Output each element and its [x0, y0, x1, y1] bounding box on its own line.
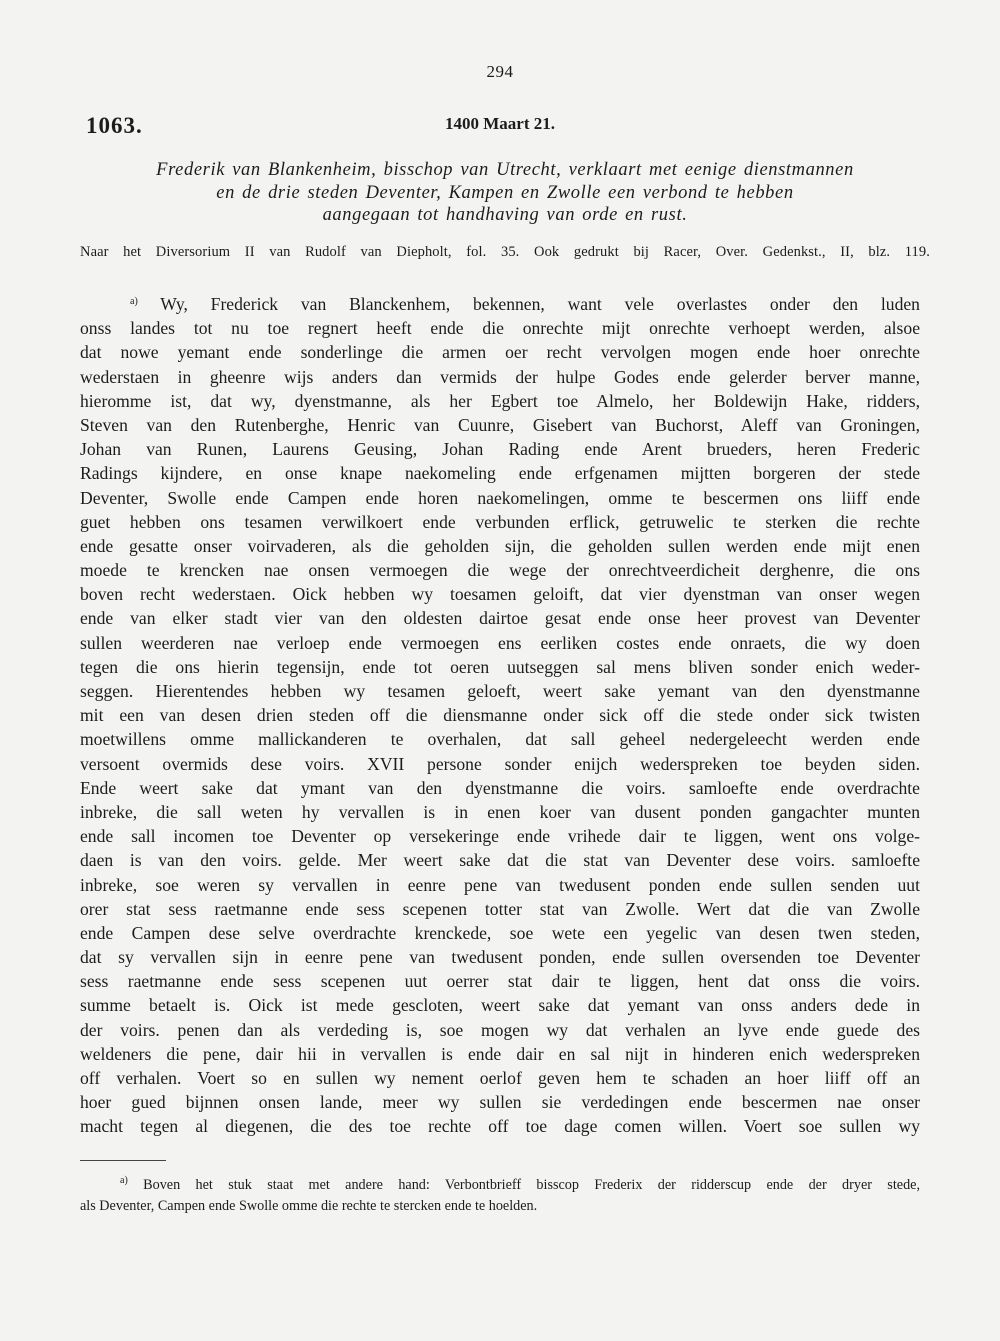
footnote-marker: a): [130, 296, 138, 307]
text-line: dat nowe yemant ende sonderlinge die armen oer recht vervolgen mogen ende hoer onrechte: [80, 342, 920, 363]
text-line: wederstaen in gheenre wijs anders dan vermids der hulpe Godes ende gelerder berver manne,: [80, 366, 920, 387]
text-line: Johan van Runen, Laurens Geusing, Johan Rading ende Arent brueders, heren Frederic: [80, 439, 920, 460]
text-line: weldeners die pene, dair hii in vervallen is ende dair en sal nijt in hinderen enich wederspreken: [80, 1043, 920, 1064]
text-line: inbreke, die sall weten hy vervallen is in enen koer van dusent ponden gangachter munten: [80, 801, 920, 822]
text-line: Radings kijndere, en onse knape naekomeling ende erfgenamen mijtten borgeren der stede: [80, 463, 920, 484]
text-line: ende gesatte onser voirvaderen, als die geholden sijn, die geholden sullen werden ende mijt enen: [80, 535, 920, 556]
text-line: Ende weert sake dat ymant van den dyenstmanne die voirs. samloefte ende overdrachte: [80, 777, 920, 798]
text-line: inbreke, soe weren sy vervallen in eenre pene van twedusent ponden ende sullen senden uut: [80, 874, 920, 895]
text-line: Deventer, Swolle ende Campen ende horen naekomelingen, omme te bescermen ons liiff ende: [80, 487, 920, 508]
text-line: sess raetmanne ende sess scepenen uut oerrer stat dair te liggen, hent dat onss die voirs.: [80, 971, 920, 992]
text-line: boven recht wederstaen. Oick hebben wy toesamen geloift, dat vier dyenstman van onser wegen: [80, 584, 920, 605]
text-line: [80, 292, 920, 316]
footnote-divider: [80, 1160, 166, 1161]
text-line: daen is van den voirs. gelde. Mer weert sake dat die stat van Deventer dese voirs. samloefte: [80, 850, 920, 871]
charter-number: 1063.: [86, 113, 143, 138]
summary-line: Frederik van Blankenheim, bisschop van Utrecht, verklaart met eenige dienstmannen: [156, 160, 854, 180]
text-line: dat sy vervallen sijn in eenre pene van twedusent ponden, ende sullen oversenden toe Deventer: [80, 947, 920, 968]
text-line: tegen die ons hierin tegensijn, ende tot oeren uutseggen sal mens bliven sonder enich weder-: [80, 656, 920, 677]
text-line: moede te krencken nae onsen vermoegen die wege der onrechtveerdicheit derghenre, die ons: [80, 560, 920, 581]
text-line: hoer gued bijnnen onsen lande, meer wy sullen sie verdedingen ende bescermen nae onser: [80, 1092, 920, 1113]
charter-summary: [90, 159, 920, 227]
text-line: summe betaelt is. Oick ist mede gescloten, weert sake dat yemant van onss anders dede in: [80, 995, 920, 1016]
footnote: [80, 1175, 920, 1217]
summary-line: aangegaan tot handhaving van orde en rust.: [322, 205, 688, 225]
charter-date: 1400 Maart 21.: [444, 114, 555, 133]
source-note: Naar het Diversorium II van Rudolf van Diepholt, fol. 35. Ook gedrukt bij Racer, Over. Gedenkst., II, blz. 119.: [80, 244, 930, 260]
text-line: onss landes tot nu toe regnert heeft ende die onrechte mijt onrechte verhoept werden, alsoe: [80, 318, 920, 339]
charter-text: [80, 292, 920, 1139]
text-line: versoent overmids dese voirs. XVII persone sonder enijch wederspreken toe beyden siden.: [80, 753, 920, 774]
text-line: orer stat sess raetmanne ende sess scepenen totter stat van Zwolle. Wert dat die van Zwolle: [80, 898, 920, 919]
footnote-line: als Deventer, Campen ende Swolle omme die rechte te stercken ende te hoelden.: [80, 1198, 538, 1214]
text-line: ende Campen dese selve overdrachte krenckede, soe wete een yegelic van desen twen steden,: [80, 922, 920, 943]
text-line: off verhalen. Voert so en sullen wy nement oerlof geven hem te schaden an hoer liiff off an: [80, 1068, 920, 1088]
text-line: ende van elker stadt vier van den oldesten dairtoe gesat ende onse heer provest van Deventer: [80, 608, 920, 629]
text-line: macht tegen al diegenen, die des toe rechte off toe dage comen willen. Voert soe sullen wy: [80, 1116, 920, 1137]
text-line: moetwillens omme mallickanderen te overhalen, dat sall geheel nedergeleecht werden ende: [80, 729, 920, 750]
text-line: der voirs. penen dan als verdeding is, soe mogen wy dat verhalen an lyve ende guede des: [80, 1019, 920, 1040]
page-number: 294: [486, 62, 514, 81]
text-line: hieromme ist, dat wy, dyenstmanne, als her Egbert toe Almelo, her Boldewijn Hake, ridders,: [80, 390, 920, 411]
footnote-text: Boven het stuk staat met andere hand: Verbontbrieff bisscop Frederix der ridderscup ende der dryer stede,: [143, 1177, 921, 1193]
summary-line: en de drie steden Deventer, Kampen en Zwolle een verbond te hebben: [216, 182, 794, 203]
footnote-marker: a): [120, 1175, 128, 1186]
text-line: guet hebben ons tesamen verwilkoert ende verbunden erflick, getruwelic te sterken die rechte: [80, 511, 920, 532]
text-line: mit een van desen drien steden off die diensmanne onder sick off die stede onder sick twisten: [80, 705, 920, 726]
text-line-content: Wy, Frederick van Blanckenhem, bekennen, want vele overlastes onder den luden: [160, 294, 920, 314]
text-line: seggen. Hierentendes hebben wy tesamen geloeft, weert sake yemant van den dyenstmanne: [80, 681, 920, 701]
text-line: sullen weerderen nae verloep ende vermoegen ens eerliken costes ende onraets, die wy doen: [80, 632, 920, 653]
text-line: Steven van den Rutenberghe, Henric van Cuunre, Gisebert van Buchorst, Aleff van Groningen,: [80, 414, 920, 435]
text-line: ende sall incomen toe Deventer op versekeringe ende vrihede dair te liggen, went ons volge-: [80, 826, 920, 847]
footnote-line: [80, 1175, 920, 1196]
